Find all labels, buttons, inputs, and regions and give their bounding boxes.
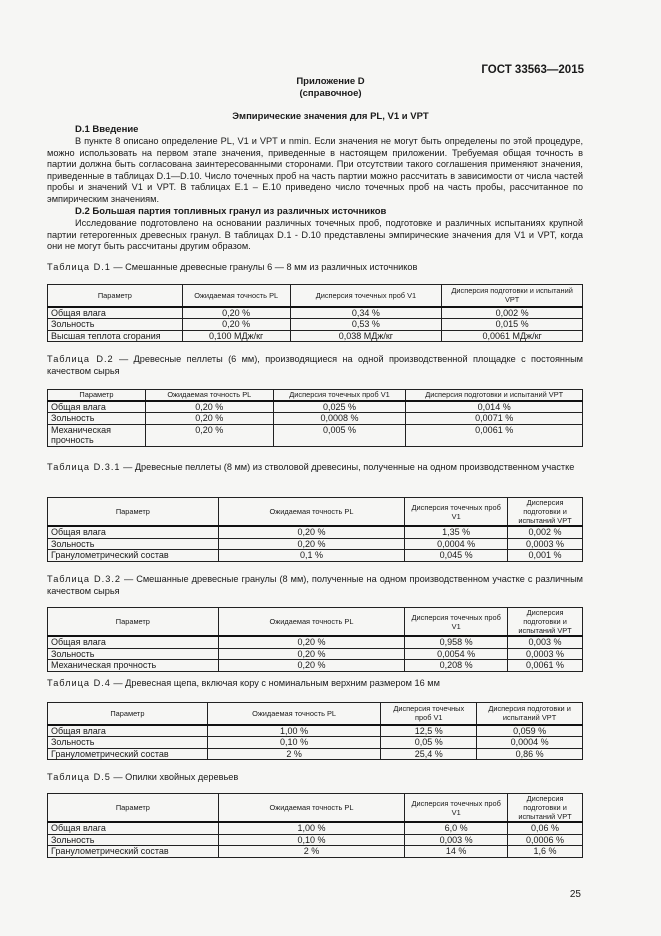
cell-value: 0,002 % [442, 307, 583, 319]
cell-parameter: Механическая прочность [48, 660, 219, 672]
table-row [48, 834, 583, 846]
d1-heading: D.1 Введение [75, 124, 139, 135]
cell-value: 0,06 % [508, 822, 583, 834]
cell-value: 0,100 МДж/кг [182, 330, 290, 342]
table-row [48, 330, 583, 342]
cell-value: 0,0008 % [273, 413, 406, 425]
table-row [48, 401, 583, 413]
cell-value: 0,001 % [508, 550, 583, 562]
cell-value: 0,20 % [182, 307, 290, 319]
cell-value: 1,00 % [218, 822, 405, 834]
cell-value: 14 % [405, 846, 508, 858]
cell-value: 0,34 % [290, 307, 442, 319]
column-header: Дисперсия точечных проб V1 [405, 608, 508, 637]
standard-number: ГОСТ 33563—2015 [481, 64, 584, 76]
cell-value: 0,038 МДж/кг [290, 330, 442, 342]
cell-parameter: Общая влага [48, 725, 208, 737]
cell-value: 0,20 % [218, 660, 405, 672]
d1-text: В пункте 8 описано определение PL, V1 и VPT и nmin. Если значения не могут быть определены по этой процедуре, можно использовать на первом этапе значения, приведенные в настоящем приложении. Требуемая общая точность в партии должна быть согласована заинтересованными сторонами. При отсутствии такого соглашения применяют значения, приведенные в таблицах D.1—D.10. Число точечных проб на часть партии можно рассчитать в зависимости от числа частей пробы и значений V1 и VPT. В таблицах Е.1 – Е.10 приведено число точечных проб на часть пробы, рассчитанное по эмпирическим значениям. [47, 136, 583, 204]
cell-value: 0,0071 % [406, 413, 583, 425]
column-header: Параметр [48, 390, 146, 401]
column-header: Дисперсия подготовки и испытаний VPT [406, 390, 583, 401]
cell-value: 0,0003 % [508, 538, 583, 550]
table-caption [47, 574, 583, 597]
cell-value: 0,0061 % [508, 660, 583, 672]
cell-value: 12,5 % [381, 725, 477, 737]
column-header: Дисперсия подготовки и испытаний VPT [442, 285, 583, 307]
table-row [48, 737, 583, 749]
cell-value: 6,0 % [405, 822, 508, 834]
table-row [48, 648, 583, 660]
cell-value: 0,025 % [273, 401, 406, 413]
cell-value: 0,10 % [218, 834, 405, 846]
table-row [48, 307, 583, 319]
cell-parameter: Общая влага [48, 307, 183, 319]
table-row [48, 424, 583, 446]
page-number: 25 [569, 889, 581, 900]
cell-parameter: Высшая теплота сгорания [48, 330, 183, 342]
cell-value: 0,958 % [405, 636, 508, 648]
cell-parameter: Механическая прочность [48, 424, 146, 446]
table-d1 [47, 284, 583, 342]
cell-parameter: Зольность [48, 538, 219, 550]
column-header: Ожидаемая точность PL [207, 703, 381, 725]
table-caption-text: — Смешанные древесные гранулы 6 — 8 мм из различных источников [110, 262, 418, 272]
cell-value: 0,0004 % [405, 538, 508, 550]
cell-parameter: Общая влага [48, 636, 219, 648]
column-header: Ожидаемая точность PL [182, 285, 290, 307]
table-d2 [47, 389, 583, 447]
annex-title: Приложение D [296, 76, 365, 87]
table-caption-text: — Опилки хвойных деревьев [110, 772, 239, 782]
table-caption [47, 262, 583, 274]
table-caption [47, 462, 583, 474]
cell-value: 2 % [207, 748, 381, 760]
cell-value: 0,53 % [290, 319, 442, 331]
table-caption-text: — Древесная щепа, включая кору с номинальным верхним размером 16 мм [110, 678, 440, 688]
d2-heading: D.2 Большая партия топливных гранул из различных источников [75, 206, 387, 217]
column-header: Ожидаемая точность PL [145, 390, 273, 401]
cell-value: 0,059 % [477, 725, 583, 737]
cell-parameter: Зольность [48, 413, 146, 425]
table-label: Таблица D.4 [47, 678, 111, 688]
column-header: Ожидаемая точность PL [218, 608, 405, 637]
cell-value: 25,4 % [381, 748, 477, 760]
table-caption-text: — Древесные пеллеты (8 мм) из стволовой древесины, полученные на одном производственном участке [120, 462, 575, 472]
d2-text: Исследование подготовлено на основании различных точечных проб, подготовке и различных испытаниях крупной партии гетерогенных древесных гранул. В таблицах D.1 - D.10 представлены эмпирические значения для V1 и VPT, когда они не могут быть рассчитаны другим образом. [47, 218, 583, 252]
column-header: Дисперсия подготовки и испытаний VPT [508, 498, 583, 527]
cell-value: 0,0004 % [477, 737, 583, 749]
column-header: Дисперсия точечных проб V1 [405, 794, 508, 823]
column-header: Дисперсия точечных проб V1 [381, 703, 477, 725]
column-header: Дисперсия подготовки и испытаний VPT [508, 608, 583, 637]
table-label: Таблица D.5 [47, 772, 111, 782]
table-caption [47, 772, 583, 784]
table-row [48, 538, 583, 550]
cell-value: 0,86 % [477, 748, 583, 760]
cell-parameter: Гранулометрический состав [48, 550, 219, 562]
table-row [48, 748, 583, 760]
cell-parameter: Зольность [48, 737, 208, 749]
table-label: Таблица D.2 [47, 354, 114, 364]
cell-value: 0,20 % [182, 319, 290, 331]
cell-value: 0,20 % [145, 413, 273, 425]
column-header: Параметр [48, 498, 219, 527]
annex-subtitle: (справочное) [299, 88, 362, 99]
table-label: Таблица D.3.2 [47, 574, 121, 584]
cell-value: 0,005 % [273, 424, 406, 446]
cell-value: 0,05 % [381, 737, 477, 749]
cell-value: 0,20 % [218, 538, 405, 550]
d1-paragraph [47, 136, 583, 206]
column-header: Параметр [48, 703, 208, 725]
table-row [48, 550, 583, 562]
cell-value: 0,003 % [405, 834, 508, 846]
cell-parameter: Общая влага [48, 401, 146, 413]
cell-parameter: Гранулометрический состав [48, 748, 208, 760]
cell-value: 0,0054 % [405, 648, 508, 660]
column-header: Параметр [48, 794, 219, 823]
cell-value: 0,015 % [442, 319, 583, 331]
cell-parameter: Зольность [48, 648, 219, 660]
table-d3-1 [47, 497, 583, 562]
table-caption-text: — Древесные пеллеты (6 мм), производящиеся на одной производственной площадке с постоянным качеством сырья [47, 354, 583, 376]
table-row [48, 413, 583, 425]
table-row [48, 636, 583, 648]
column-header: Дисперсия точечных проб V1 [273, 390, 406, 401]
cell-parameter: Зольность [48, 319, 183, 331]
table-d5 [47, 793, 583, 858]
column-header: Дисперсия подготовки и испытаний VPT [477, 703, 583, 725]
column-header: Дисперсия точечных проб V1 [290, 285, 442, 307]
cell-value: 0,20 % [145, 401, 273, 413]
cell-value: 0,20 % [145, 424, 273, 446]
table-row [48, 725, 583, 737]
column-header: Параметр [48, 608, 219, 637]
cell-value: 0,20 % [218, 526, 405, 538]
table-row [48, 526, 583, 538]
cell-value: 2 % [218, 846, 405, 858]
table-label: Таблица D.1 [47, 262, 111, 272]
column-header: Ожидаемая точность PL [218, 794, 405, 823]
column-header: Ожидаемая точность PL [218, 498, 405, 527]
cell-value: 0,014 % [406, 401, 583, 413]
cell-value: 0,0003 % [508, 648, 583, 660]
cell-value: 0,002 % [508, 526, 583, 538]
cell-parameter: Гранулометрический состав [48, 846, 219, 858]
cell-value: 0,0061 % [406, 424, 583, 446]
cell-parameter: Общая влага [48, 822, 219, 834]
table-caption [47, 354, 583, 377]
cell-value: 0,003 % [508, 636, 583, 648]
cell-value: 0,20 % [218, 648, 405, 660]
table-label: Таблица D.3.1 [47, 462, 121, 472]
table-row [48, 822, 583, 834]
cell-value: 0,10 % [207, 737, 381, 749]
cell-value: 1,00 % [207, 725, 381, 737]
cell-value: 0,045 % [405, 550, 508, 562]
column-header: Дисперсия точечных проб V1 [405, 498, 508, 527]
cell-value: 0,0061 МДж/кг [442, 330, 583, 342]
section-title: Эмпирические значения для PL, V1 и VPT [232, 111, 429, 122]
table-row [48, 846, 583, 858]
table-row [48, 319, 583, 331]
table-d3-2 [47, 607, 583, 672]
cell-value: 0,1 % [218, 550, 405, 562]
cell-parameter: Общая влага [48, 526, 219, 538]
table-caption [47, 678, 583, 690]
cell-value: 1,6 % [508, 846, 583, 858]
table-caption-text: — Смешанные древесные гранулы (8 мм), полученные на одном производственном участке с различным качеством сырья [47, 574, 583, 596]
column-header: Параметр [48, 285, 183, 307]
column-header: Дисперсия подготовки и испытаний VPT [508, 794, 583, 823]
cell-value: 0,20 % [218, 636, 405, 648]
table-row [48, 660, 583, 672]
d2-paragraph [47, 218, 583, 253]
cell-value: 1,35 % [405, 526, 508, 538]
cell-value: 0,208 % [405, 660, 508, 672]
cell-value: 0,0006 % [508, 834, 583, 846]
table-d4 [47, 702, 583, 760]
cell-parameter: Зольность [48, 834, 219, 846]
